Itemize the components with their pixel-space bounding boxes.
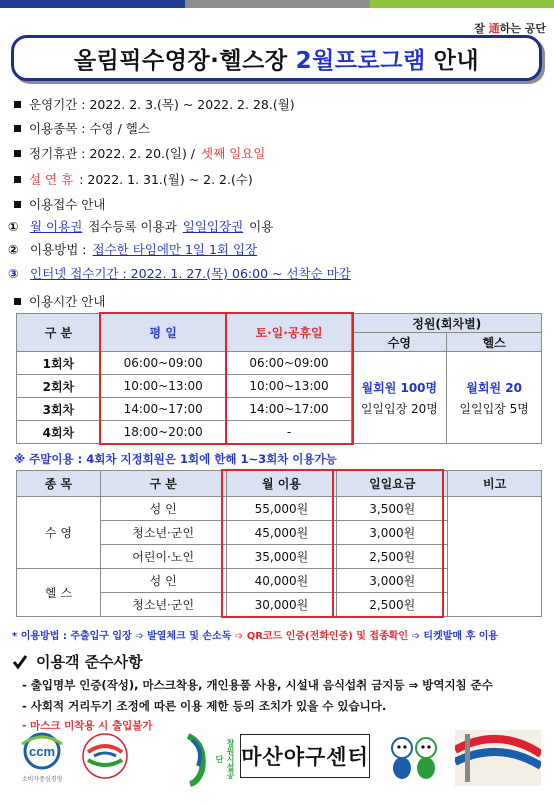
category-cell: 청소년·군인 — [100, 593, 226, 617]
health-capacity-cell — [447, 352, 542, 444]
r2-text: 이용방법 : — [30, 242, 87, 257]
r1-text1: 접수등록 이용과 — [88, 219, 177, 234]
daily-fee-cell: 3,000원 — [337, 521, 448, 545]
info-closed — [14, 144, 265, 162]
session-cell: 1회차 — [17, 352, 101, 375]
sched-header-weekday: 평 일 — [100, 314, 226, 352]
rule-2: - 사회적 거리두기 조정에 따른 이용 제한 등의 조치가 있을 수 있습니다. — [22, 699, 387, 713]
slogan-prefix: 잘 — [474, 22, 489, 35]
usage-note — [12, 627, 498, 642]
header-stripe-gray — [185, 0, 370, 8]
daily-fee-cell: 3,000원 — [337, 569, 448, 593]
title-part2: 2월프로그램 — [295, 47, 426, 74]
changwon-emblem-icon — [182, 730, 212, 788]
period-text: 운영기간 : 2022. 2. 3.(목) ~ 2022. 2. 28.(월) — [29, 97, 295, 112]
happiness-logo — [80, 732, 130, 780]
schedule-table — [16, 313, 542, 444]
rules-title — [12, 651, 143, 672]
sched-header-health: 헬스 — [447, 333, 542, 352]
slogan-highlight: 通 — [488, 22, 500, 35]
category-cell: 청소년·군인 — [100, 521, 226, 545]
ccm-logo — [12, 732, 72, 782]
weekend-cell: 10:00~13:00 — [226, 375, 352, 398]
header-stripe-green — [370, 0, 554, 8]
weekday-cell: 10:00~13:00 — [100, 375, 226, 398]
num-3: ③ — [8, 265, 19, 281]
health-cap-daily: 일일입장 5명 — [459, 401, 529, 416]
daily-fee-cell: 3,500원 — [337, 497, 448, 521]
swim-cap-daily: 일일입장 20명 — [360, 401, 438, 416]
usage-note-a: * 이용방법 : 주출입구 입장 — [12, 631, 132, 642]
ccm-subtext: 소비자중심경영 — [21, 776, 63, 783]
health-cap-monthly: 월회원 20 — [466, 380, 522, 395]
table-row — [17, 352, 542, 375]
num-1: ① — [8, 218, 19, 234]
title-part1: 올림픽수영장·헬스장 — [73, 47, 288, 74]
r1-text2: 이용 — [249, 219, 274, 234]
reception-item-3 — [8, 264, 351, 282]
monthly-fee-cell: 40,000원 — [226, 569, 337, 593]
closed-red-text: 셋째 일요일 — [201, 146, 266, 161]
usage-note-c: ➩ QR코드 인증(전화인증) 및 접종확인 — [234, 631, 409, 642]
category-cell: 성 인 — [100, 497, 226, 521]
reception-item-1 — [8, 217, 273, 235]
type-text: 이용종목 : 수영 / 헬스 — [29, 121, 150, 136]
monthly-pass-link[interactable]: 월 이용권 — [30, 219, 83, 234]
slogan — [474, 20, 546, 36]
num-2: ② — [8, 241, 19, 257]
monthly-fee-cell: 30,000원 — [226, 593, 337, 617]
page-title — [11, 35, 542, 81]
weekday-cell: 06:00~09:00 — [100, 352, 226, 375]
holiday-value: : 2022. 1. 31.(월) ~ 2. 2.(수) — [79, 172, 253, 187]
category-cell: 어린이·노인 — [100, 545, 226, 569]
mascot-icon — [386, 732, 442, 782]
fee-header-note: 비고 — [448, 471, 542, 497]
rules-title-text: 이용객 준수사항 — [36, 653, 143, 671]
session-cell: 3회차 — [17, 398, 101, 421]
fee-header-item: 종 목 — [17, 471, 101, 497]
decorative-graphic — [455, 730, 541, 786]
swim-cap-monthly: 월회원 100명 — [361, 380, 438, 395]
monthly-fee-cell: 55,000원 — [226, 497, 337, 521]
title-part3: 안내 — [433, 47, 480, 74]
fee-header-monthly: 월 이용 — [226, 471, 337, 497]
weekday-cell: 14:00~17:00 — [100, 398, 226, 421]
bullet-icon — [14, 101, 21, 108]
usage-note-e: 후 이용 — [465, 631, 499, 642]
rule-3: - 마스크 미착용 시 출입불가 — [22, 720, 153, 732]
happiness-emblem-icon — [80, 732, 130, 780]
weekday-cell: 18:00~20:00 — [100, 421, 226, 444]
checkmark-icon — [12, 654, 28, 670]
weekend-cell: 14:00~17:00 — [226, 398, 352, 421]
flag-graphic-icon — [455, 730, 541, 786]
weekend-cell: 06:00~09:00 — [226, 352, 352, 375]
time-title-text: 이용시간 안내 — [29, 294, 106, 309]
swim-label: 수 영 — [17, 497, 101, 569]
info-time-title — [14, 292, 105, 310]
internet-period-link[interactable]: 인터넷 접수기간 : 2022. 1. 27.(목) 06:00 ~ 선착순 마감 — [30, 266, 351, 281]
fee-header-daily: 일일요금 — [337, 471, 448, 497]
health-label: 헬 스 — [17, 569, 101, 617]
info-holiday — [14, 170, 253, 188]
reception-title-text: 이용접수 안내 — [29, 197, 106, 212]
weekend-cell: - — [226, 421, 352, 444]
bullet-icon — [14, 150, 21, 157]
sched-header-swim: 수영 — [352, 333, 447, 352]
changwon-text: 창원시설공단 — [215, 739, 235, 779]
swim-capacity-cell — [352, 352, 447, 444]
holiday-red-text: 설 연 휴 — [29, 172, 74, 187]
table-row — [17, 497, 542, 521]
bullet-icon — [14, 201, 21, 208]
info-reception-title — [14, 195, 105, 213]
session-cell: 2회차 — [17, 375, 101, 398]
sched-header-category: 구 분 — [17, 314, 101, 352]
logo-strip — [0, 728, 554, 798]
weekend-note: ※ 주말이용 : 4회차 지정회원은 1회에 한해 1~3회차 이용가능 — [14, 452, 337, 466]
info-type — [14, 119, 150, 137]
mascot-logo — [386, 732, 442, 782]
note-cell — [448, 497, 542, 617]
bullet-icon — [14, 298, 21, 305]
fee-header-category: 구 분 — [100, 471, 226, 497]
ccm-text: ccm — [28, 744, 56, 759]
session-cell: 4회차 — [17, 421, 101, 444]
daily-pass-link[interactable]: 일일입장권 — [182, 219, 244, 234]
rule-1: - 출입명부 인증(작성), 마스크착용, 개인용품 사용, 시설내 음식섭취 금지등 ⇒ 방역지침 준수 — [22, 678, 493, 692]
ccm-emblem-icon — [12, 732, 72, 770]
slogan-suffix: 하는 공단 — [499, 22, 546, 35]
sched-header-capacity: 정원(회차별) — [352, 314, 542, 333]
monthly-fee-cell: 45,000원 — [226, 521, 337, 545]
category-cell: 성 인 — [100, 569, 226, 593]
bullet-icon — [14, 125, 21, 132]
usage-note-d: ➩ 티켓발매 — [411, 631, 463, 642]
bullet-icon — [14, 176, 21, 183]
reception-item-2 — [8, 240, 257, 258]
usage-method-link[interactable]: 접수한 타임에만 1일 1회 입장 — [92, 242, 258, 257]
monthly-fee-cell: 35,000원 — [226, 545, 337, 569]
changwon-emblem — [182, 730, 212, 788]
sched-header-weekend: 토·일·공휴일 — [226, 314, 352, 352]
closed-text: 정기휴관 : 2022. 2. 20.(일) / — [29, 146, 196, 161]
header-stripe-blue — [0, 0, 185, 8]
usage-note-b: ➩ 발열체크 및 손소독 — [135, 631, 232, 642]
daily-fee-cell: 2,500원 — [337, 545, 448, 569]
masan-logo: 마산야구센터 — [240, 734, 370, 778]
fee-table — [16, 470, 542, 617]
daily-fee-cell: 2,500원 — [337, 593, 448, 617]
info-period — [14, 95, 295, 113]
